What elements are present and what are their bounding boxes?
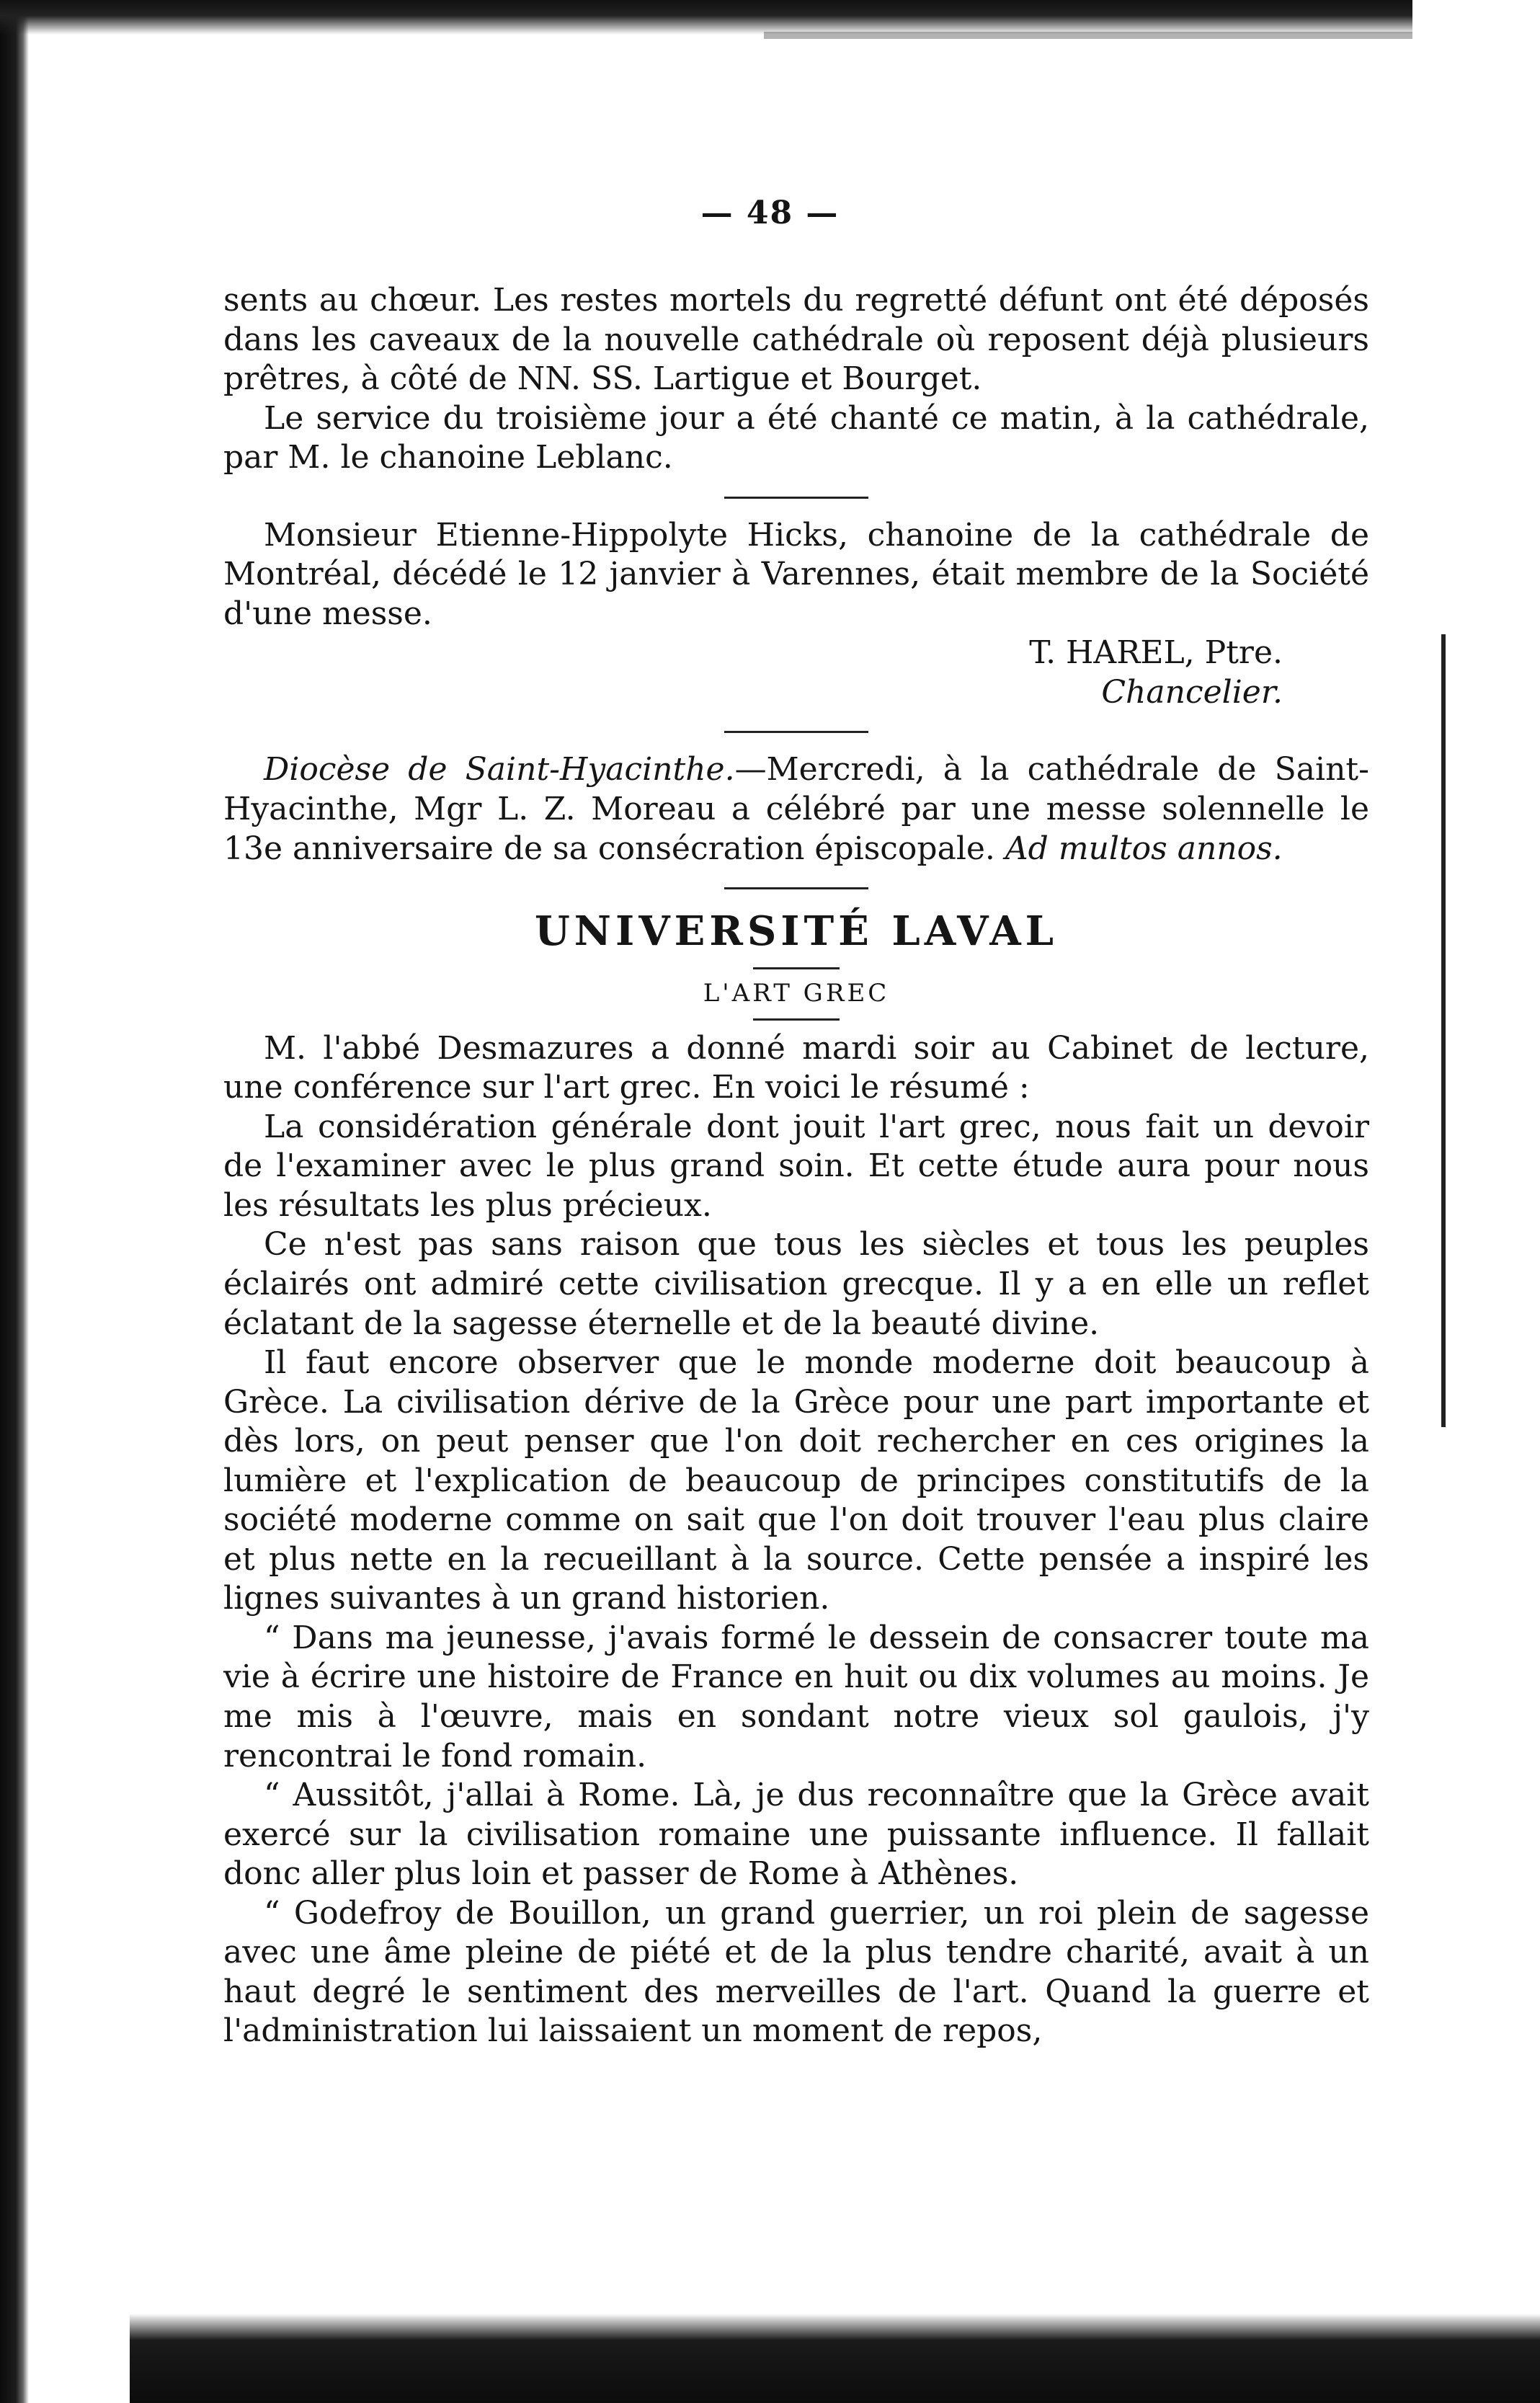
scan-edge-bottom: [130, 2314, 1540, 2403]
paragraph-quote-godefroy: “ Godefroy de Bouillon, un grand guerrier, un roi plein de sagesse avec une âme pleine de piété et de la plus tendre charité, avait à un haut degré le sentiment des merveilles de l'art. Quand la guerre et l'administration lui laissaient un moment de repos,: [223, 1894, 1369, 2050]
scan-edge-top-shadow: [764, 32, 1412, 39]
paragraph-funeral-service: Le service du troisième jour a été chanté ce matin, à la cathédrale, par M. le chanoine Leblanc.: [223, 399, 1369, 476]
signature-block: [223, 634, 1369, 712]
paragraph-quote-jeunesse: “ Dans ma jeunesse, j'avais formé le dessein de consacrer toute ma vie à écrire une histoire de France en huit ou dix volumes au moins. Je me mis à l'œuvre, mais en sondant notre vieux sol gaulois, j'y rencontrai le fond romain.: [223, 1619, 1369, 1775]
section-divider: [724, 497, 868, 499]
paragraph-civilisation: Ce n'est pas sans raison que tous les siècles et tous les peuples éclairés ont admiré cette civilisation grecque. Il y a en elle un reflet éclatant de la sagesse éternelle et de la beauté divine.: [223, 1226, 1369, 1342]
scan-edge-top: [0, 0, 1412, 35]
heading-divider: [753, 967, 840, 969]
paragraph-conference-intro: M. l'abbé Desmazures a donné mardi soir au Cabinet de lecture, une conférence sur l'art grec. En voici le résumé :: [223, 1029, 1369, 1106]
section-divider: [724, 887, 868, 889]
paragraph-quote-rome: “ Aussitôt, j'allai à Rome. Là, je dus reconnaître que la Grèce avait exercé sur la civilisation romaine une puissante influence. Il fallait donc aller plus loin et passer de Rome à Athènes.: [223, 1777, 1369, 1893]
diocese-name: Diocèse de Saint-Hyacinthe.: [264, 751, 735, 789]
signature-title: Chancelier.: [1101, 673, 1283, 711]
heading-divider: [753, 1018, 840, 1021]
section-subheading: L'ART GREC: [703, 978, 890, 1008]
section-divider: [724, 731, 868, 733]
scan-edge-right: [1441, 634, 1446, 1427]
paragraph-saint-hyacinthe: [223, 750, 1369, 869]
latin-closing: Ad multos annos.: [1005, 830, 1283, 867]
signature-name: T. HAREL, Ptre.: [1029, 634, 1283, 672]
section-heading: UNIVERSITÉ LAVAL: [534, 907, 1059, 956]
paragraph-consideration: La considération générale dont jouit l'art grec, nous fait un devoir de l'examiner avec le plus grand soin. Et cette étude aura pour nous les résultats les plus précieux.: [223, 1108, 1369, 1224]
scan-edge-left: [0, 0, 29, 2403]
text-column: [223, 281, 1369, 2051]
paragraph-hicks-death: Monsieur Etienne-Hippolyte Hicks, chanoine de la cathédrale de Montréal, décédé le 12 janvier à Varennes, était membre de la Société d'une messe.: [223, 516, 1369, 632]
paragraph-funeral-burial: sents au chœur. Les restes mortels du regretté défunt ont été déposés dans les caveaux de la nouvelle cathédrale où reposent déjà plusieurs prêtres, à côté de NN. SS. Lartigue et Bourget.: [223, 282, 1369, 398]
page-number: — 48 —: [700, 195, 840, 231]
diocese-text: —Mercredi, à la cathédrale de Saint-Hyacinthe, Mgr L. Z. Moreau a célébré par une messe solennelle le 13e anniversaire de sa consécration épiscopale.: [223, 751, 1369, 867]
paragraph-modern-world: Il faut encore observer que le monde moderne doit beaucoup à Grèce. La civilisation dérive de la Grèce pour une part importante et dès lors, on peut penser que l'on doit rechercher en ces origines la lumière et l'explication de beaucoup de principes constitutifs de la société moderne comme on sait que l'on doit trouver l'eau plus claire et plus nette en la recueillant à la source. Cette pensée a inspiré les lignes suivantes à un grand historien.: [223, 1344, 1369, 1617]
